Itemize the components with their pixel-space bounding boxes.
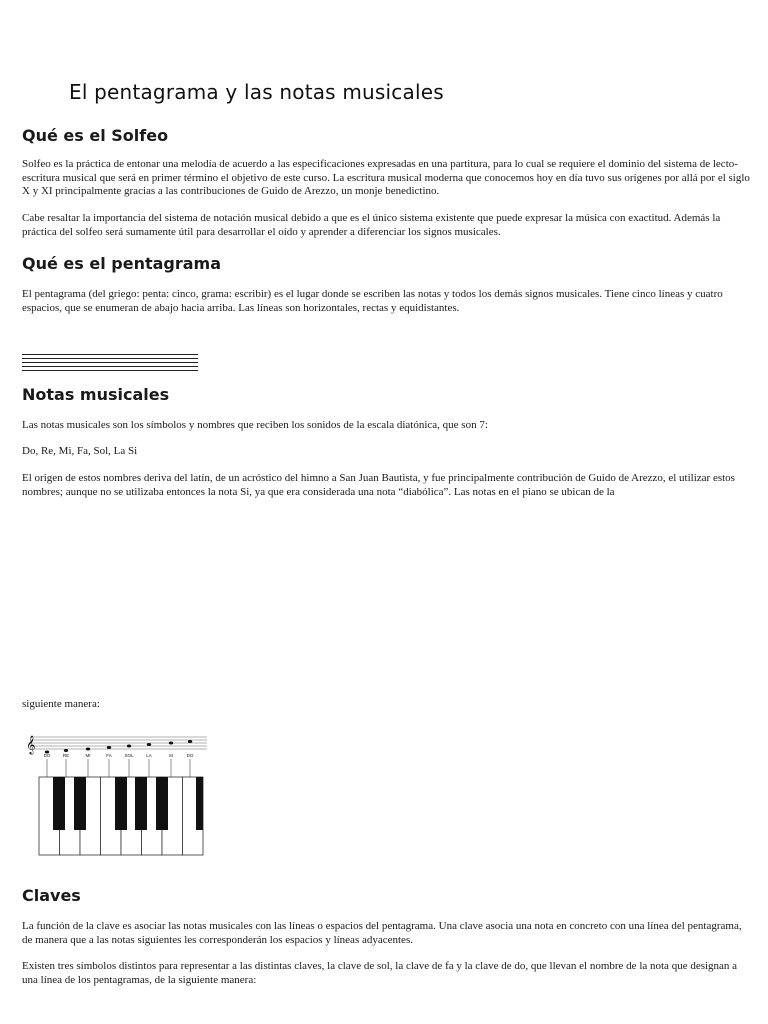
notas-paragraph-3: siguiente manera: [22,698,100,710]
solfeo-paragraph-1: Solfeo es la práctica de entonar una melodía de acuerdo a las especificaciones expresadas en una partitura, para lo cual se requiere el dominio del sistema de lecto-escritura musical que será en primer término el objetivo de este curso. La escritura musical moderna que conocemos hoy en día tuvo sus orígenes por allá por el siglo X y XI principalmente gracias a las contribuciones de Guido de Arezzo, un monje benedictino. [22,158,750,197]
solfeo-paragraph-2: Cabe resaltar la importancia del sistema de notación musical debido a que es el único sistema existente que puede expresar la música con exactitud. Además la práctica del solfeo será sumamente útil para desarrollar el oído y aprender a diferenciar los signos musicales. [22,212,721,238]
claves-paragraph-1: La función de la clave es asociar las notas musicales con las líneas o espacios del pentagrama. Una clave asocia una nota en concreto con una línea del pentagrama, de manera que a las notas siguientes les corresponderán los espacios y líneas adyacentes. [22,920,742,946]
note-label: DO [186,753,194,758]
note-label: RE [62,753,70,758]
section-heading-claves: Claves [22,886,81,905]
claves-paragraph-2: Existen tres símbolos distintos para representar a las distintas claves, la clave de sol, la clave de fa y la clave de do, que llevan el nombre de la nota que designan a una línea de los pentagramas, de la siguiente manera: [22,960,738,986]
note-label: FA [106,753,112,758]
notas-paragraph-2: El origen de estos nombres deriva del latín, de un acróstico del himno a San Juan Bautista, y fue principalmente contribución de Guido de Arezzo, el utilizar estos nombres; aunque no se utilizaba entonces la nota Si, ya que era considerada una nota “diabólica”. Las notas en el piano se ubican de la [22,472,735,498]
note-label: DO [43,753,51,758]
section-heading-notas: Notas musicales [22,385,170,404]
note-label: MI [85,753,91,758]
notas-paragraph-1: Las notas musicales son los símbolos y nombres que reciben los sonidos de la escala diatónica, que son 7: [22,419,488,431]
piano-black-key [156,777,168,830]
piano-black-key [53,777,65,830]
note-label: LA [146,753,152,758]
pentagrama-paragraph-1: El pentagrama (del griego: penta: cinco, grama: escribir) es el lugar donde se escriben las notas y todos los demás signos musicales. Tiene cinco líneas y cuatro espacios, que se enumeran de abajo hacia arriba. Las líneas son horizontales, rectas y equidistantes. [22,288,723,314]
piano-black-key [135,777,147,830]
note-label: SI [168,753,174,758]
section-heading-pentagrama: Qué es el pentagrama [22,254,222,273]
page-title: El pentagrama y las notas musicales [69,80,444,104]
piano-black-key [115,777,127,830]
note-label: SOL [124,753,134,758]
treble-clef-icon: 𝄞 [26,735,36,754]
piano-black-key [74,777,86,830]
piano-black-key [196,777,203,830]
notas-list: Do, Re, Mi, Fa, Sol, La Si [22,445,138,457]
piano-notes-diagram [22,733,210,857]
section-heading-solfeo: Qué es el Solfeo [22,126,169,145]
staff-lines-image [22,352,198,374]
